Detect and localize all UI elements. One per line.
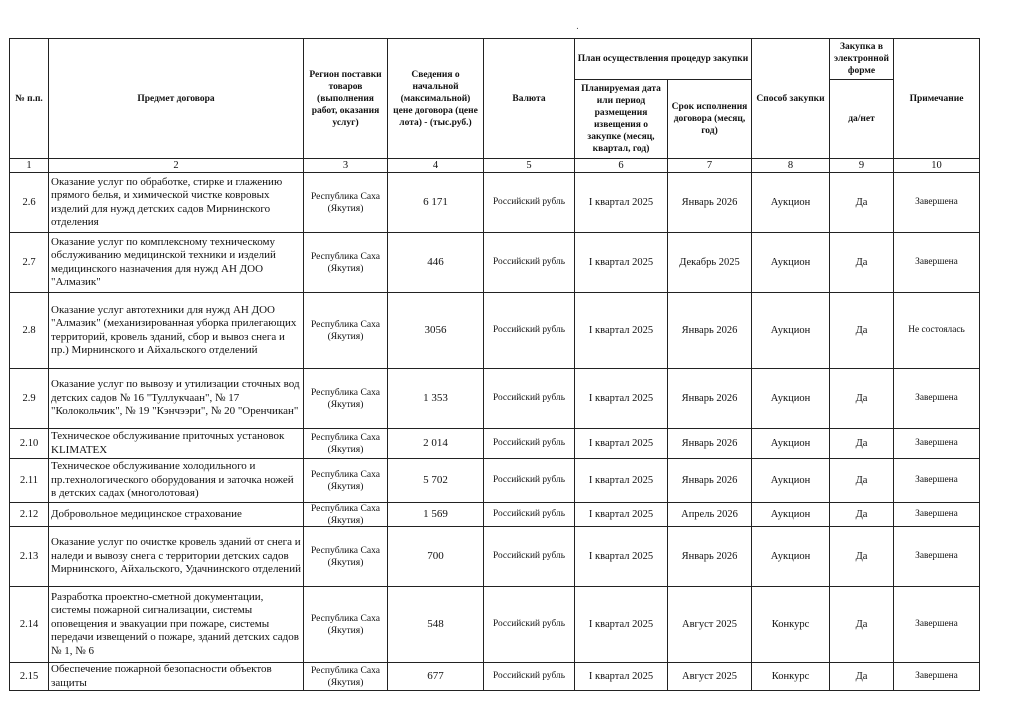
header-method: Способ закупки xyxy=(752,39,830,159)
row-note: Не состоялась xyxy=(894,293,980,369)
row-term: Январь 2026 xyxy=(668,459,752,503)
row-note: Завершена xyxy=(894,369,980,429)
row-subject: Оказание услуг по вывозу и утилизации сточных вод детских садов № 16 "Туллукчаан", № 17 "Колокольчик", № 19 "Кэнчээри", № 20 "Оренчикан" xyxy=(49,369,304,429)
column-number-row xyxy=(10,159,980,173)
row-region: Республика Саха (Якутия) xyxy=(304,459,388,503)
row-electronic: Да xyxy=(830,429,894,459)
row-term: Декабрь 2025 xyxy=(668,233,752,293)
row-price: 677 xyxy=(388,663,484,691)
row-num: 2.12 xyxy=(10,503,49,527)
row-method: Аукцион xyxy=(752,503,830,527)
row-region: Республика Саха (Якутия) xyxy=(304,663,388,691)
column-number: 7 xyxy=(668,159,752,173)
row-note: Завершена xyxy=(894,503,980,527)
table-row xyxy=(10,459,980,503)
table-header xyxy=(10,39,980,173)
header-plan-date: Планируемая дата или период размещения извещения о закупке (месяц, квартал, год) xyxy=(575,80,668,159)
row-plan-date: I квартал 2025 xyxy=(575,233,668,293)
table-body xyxy=(10,173,980,691)
table-row xyxy=(10,429,980,459)
row-term: Август 2025 xyxy=(668,663,752,691)
row-term: Январь 2026 xyxy=(668,293,752,369)
header-currency: Валюта xyxy=(484,39,575,159)
row-note: Завершена xyxy=(894,429,980,459)
row-electronic: Да xyxy=(830,663,894,691)
row-num: 2.11 xyxy=(10,459,49,503)
row-currency: Российский рубль xyxy=(484,429,575,459)
table-row xyxy=(10,293,980,369)
row-method: Конкурс xyxy=(752,587,830,663)
row-subject: Оказание услуг по комплексному техническому обслуживанию медицинской техники и изделий медицинского назначения для нужд АН ДОО "Алмазик" xyxy=(49,233,304,293)
header-electronic-yesno: да/нет xyxy=(830,80,894,159)
row-subject: Оказание услуг автотехники для нужд АН ДОО "Алмазик" (механизированная уборка прилегающих территорий, кровель зданий, сбор и вывоз снега и пр.) Мирнинского и Айхальского отделений xyxy=(49,293,304,369)
header-num: № п.п. xyxy=(10,39,49,159)
row-method: Конкурс xyxy=(752,663,830,691)
row-plan-date: I квартал 2025 xyxy=(575,369,668,429)
row-electronic: Да xyxy=(830,587,894,663)
row-term: Август 2025 xyxy=(668,587,752,663)
row-term: Январь 2026 xyxy=(668,527,752,587)
row-method: Аукцион xyxy=(752,369,830,429)
procurement-plan-table xyxy=(9,38,980,691)
table-row xyxy=(10,369,980,429)
header-note: Примечание xyxy=(894,39,980,159)
row-note: Завершена xyxy=(894,587,980,663)
row-plan-date: I квартал 2025 xyxy=(575,527,668,587)
row-num: 2.13 xyxy=(10,527,49,587)
column-number: 10 xyxy=(894,159,980,173)
scan-speck: . xyxy=(576,22,579,32)
column-number: 9 xyxy=(830,159,894,173)
procurement-plan-table-page xyxy=(9,38,979,691)
row-subject: Техническое обслуживание приточных установок KLIMATEX xyxy=(49,429,304,459)
header-plan-group: План осуществления процедур закупки xyxy=(575,39,752,80)
row-num: 2.15 xyxy=(10,663,49,691)
row-note: Завершена xyxy=(894,173,980,233)
row-plan-date: I квартал 2025 xyxy=(575,459,668,503)
column-number: 2 xyxy=(49,159,304,173)
row-plan-date: I квартал 2025 xyxy=(575,587,668,663)
header-subject: Предмет договора xyxy=(49,39,304,159)
row-plan-date: I квартал 2025 xyxy=(575,663,668,691)
row-electronic: Да xyxy=(830,503,894,527)
row-subject: Техническое обслуживание холодильного и пр.технологического оборудования и заточка ножей в детских садах (многолотовая) xyxy=(49,459,304,503)
column-number: 8 xyxy=(752,159,830,173)
row-currency: Российский рубль xyxy=(484,663,575,691)
header-electronic-group: Закупка в электронной форме xyxy=(830,39,894,80)
row-plan-date: I квартал 2025 xyxy=(575,293,668,369)
table-row xyxy=(10,233,980,293)
row-term: Январь 2026 xyxy=(668,429,752,459)
row-subject: Обеспечение пожарной безопасности объектов защиты xyxy=(49,663,304,691)
row-currency: Российский рубль xyxy=(484,293,575,369)
row-note: Завершена xyxy=(894,663,980,691)
row-currency: Российский рубль xyxy=(484,233,575,293)
row-method: Аукцион xyxy=(752,459,830,503)
row-note: Завершена xyxy=(894,527,980,587)
row-currency: Российский рубль xyxy=(484,587,575,663)
column-number: 3 xyxy=(304,159,388,173)
row-currency: Российский рубль xyxy=(484,503,575,527)
row-num: 2.8 xyxy=(10,293,49,369)
header-region: Регион поставки товаров (выполнения работ, оказания услуг) xyxy=(304,39,388,159)
row-price: 446 xyxy=(388,233,484,293)
row-electronic: Да xyxy=(830,293,894,369)
row-plan-date: I квартал 2025 xyxy=(575,173,668,233)
table-row xyxy=(10,587,980,663)
row-price: 548 xyxy=(388,587,484,663)
row-plan-date: I квартал 2025 xyxy=(575,503,668,527)
column-number: 6 xyxy=(575,159,668,173)
column-number: 4 xyxy=(388,159,484,173)
row-region: Республика Саха (Якутия) xyxy=(304,173,388,233)
row-region: Республика Саха (Якутия) xyxy=(304,429,388,459)
row-note: Завершена xyxy=(894,233,980,293)
row-method: Аукцион xyxy=(752,293,830,369)
header-term: Срок исполнения договора (месяц, год) xyxy=(668,80,752,159)
row-term: Апрель 2026 xyxy=(668,503,752,527)
row-num: 2.6 xyxy=(10,173,49,233)
row-subject: Разработка проектно-сметной документации, системы пожарной сигнализации, системы оповещения и эвакуации при пожаре, системы передачи извещений о пожаре, зданий детских садов № 1, № 6 xyxy=(49,587,304,663)
row-region: Республика Саха (Якутия) xyxy=(304,503,388,527)
row-method: Аукцион xyxy=(752,233,830,293)
row-subject: Оказание услуг по обработке, стирке и глажению прямого белья, и химической чистке ковровых изделий для нужд детских садов Мирнинского отделения xyxy=(49,173,304,233)
row-region: Республика Саха (Якутия) xyxy=(304,293,388,369)
row-method: Аукцион xyxy=(752,527,830,587)
row-price: 3056 xyxy=(388,293,484,369)
table-row xyxy=(10,663,980,691)
row-price: 5 702 xyxy=(388,459,484,503)
row-region: Республика Саха (Якутия) xyxy=(304,587,388,663)
row-term: Январь 2026 xyxy=(668,369,752,429)
table-row xyxy=(10,503,980,527)
row-price: 700 xyxy=(388,527,484,587)
table-row xyxy=(10,527,980,587)
row-electronic: Да xyxy=(830,233,894,293)
row-subject: Оказание услуг по очистке кровель зданий от снега и наледи и вывозу снега с территории детских садов Мирнинского, Айхальского, Удачнинского отделений xyxy=(49,527,304,587)
header-price: Сведения о начальной (максимальной) цене договора (цене лота) - (тыс.руб.) xyxy=(388,39,484,159)
row-region: Республика Саха (Якутия) xyxy=(304,369,388,429)
row-currency: Российский рубль xyxy=(484,369,575,429)
row-region: Республика Саха (Якутия) xyxy=(304,233,388,293)
row-electronic: Да xyxy=(830,459,894,503)
row-num: 2.10 xyxy=(10,429,49,459)
row-subject: Добровольное медицинское страхование xyxy=(49,503,304,527)
row-price: 1 353 xyxy=(388,369,484,429)
row-num: 2.7 xyxy=(10,233,49,293)
table-row xyxy=(10,173,980,233)
row-num: 2.9 xyxy=(10,369,49,429)
row-currency: Российский рубль xyxy=(484,527,575,587)
row-price: 2 014 xyxy=(388,429,484,459)
column-number: 5 xyxy=(484,159,575,173)
row-note: Завершена xyxy=(894,459,980,503)
row-region: Республика Саха (Якутия) xyxy=(304,527,388,587)
row-electronic: Да xyxy=(830,369,894,429)
row-price: 1 569 xyxy=(388,503,484,527)
row-currency: Российский рубль xyxy=(484,173,575,233)
column-number: 1 xyxy=(10,159,49,173)
row-method: Аукцион xyxy=(752,173,830,233)
row-method: Аукцион xyxy=(752,429,830,459)
row-price: 6 171 xyxy=(388,173,484,233)
row-electronic: Да xyxy=(830,527,894,587)
row-plan-date: I квартал 2025 xyxy=(575,429,668,459)
row-currency: Российский рубль xyxy=(484,459,575,503)
row-electronic: Да xyxy=(830,173,894,233)
row-term: Январь 2026 xyxy=(668,173,752,233)
row-num: 2.14 xyxy=(10,587,49,663)
